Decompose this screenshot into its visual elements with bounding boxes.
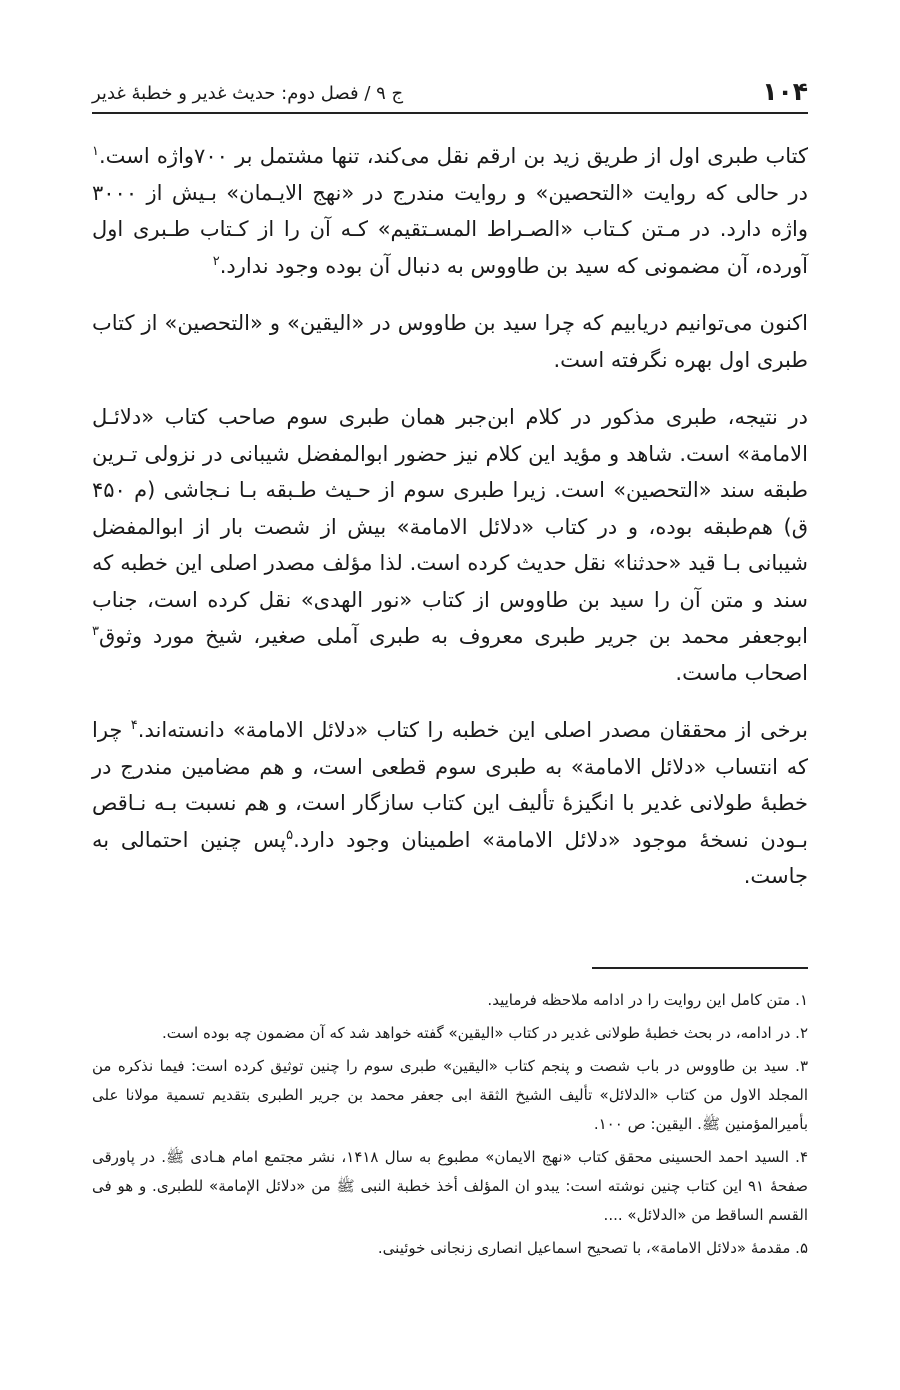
paragraph-3-text-a: در نتیجه، طبری مذکور در کلام ابن‌جبر همان طبری سوم صاحب کتاب «دلائـل الامامة» است. شاهد و مؤید این کلام نیز حضور ابوالمفضل شیبانی در نزولی تـرین طبقه سند «التحصین» است. زیرا طبری سوم از حـیث طـبقه بـا نـجاشی (م ۴۵۰ ق) هم‌طبقه بوده، و در کتاب «دلائل الامامة» بیش از شصت بار از ابوالمفضل شیبانی بـا قید «حدثنا» نقل حدیث کرده است. لذا مؤلف مصدر اصلی این خطبه که سند و متن آن را سید بن طاووس از کتاب «نور الهدی» نقل کرده است، جناب ابوجعفر محمد بن جریر طبری معروف به طبری آملی صغیر، شیخ مورد وثوق (92, 405, 808, 648)
footnote-1: ۱. متن کامل این روایت را در ادامه ملاحظه فرمایید. (487, 991, 808, 1009)
body-text (92, 138, 808, 916)
page-number: ۱۰۴ (762, 77, 808, 106)
paragraph-4 (92, 712, 808, 895)
paragraph-4-text-c: پس چنین احتمالی به جاست. (92, 827, 808, 888)
footnote-ref-2: ۲ (212, 253, 220, 269)
paragraph-2: اکنون می‌توانیم دریابیم که چرا سید بن طاووس در «الیقین» و «التحصین» از کتاب طبری اول بهره نگرفته است. (92, 311, 808, 372)
footnote-ref-1: ۱ (92, 144, 99, 159)
footnote-ref-5: ۵ (286, 827, 294, 843)
paragraph-1-text-b: در حالی که روایت «التحصین» و روایت مندرج در «نهج الایـمان» بـیش از ۳۰۰۰ واژه دارد. در مـتن کـتاب «الصـراط المسـتقیم» کـه آن را از کـتاب طـبری اول آورده، آن مضمونی که سید بن طاووس به دنبال آن بوده وجود ندارد. (92, 180, 808, 278)
paragraph-4-text-a: برخی از محققان مصدر اصلی این خطبه را کتاب «دلائل الامامة» دانسته‌اند. (137, 718, 809, 742)
footnotes (92, 986, 808, 1267)
footnote-ref-4: ۴ (130, 718, 138, 733)
footnote-4: ۴. السید احمد الحسینی محقق کتاب «نهج الایمان» مطبوع به سال ۱۴۱۸، نشر مجتمع امام هـادی ﷺ. در پاورقی صفحهٔ ۹۱ این کتاب چنین نوشته است: یبدو ان المؤلف أخذ خطبة النبی ﷺ من «دلائل الإمامة» للطبری. و هو فی القسم الساقط من «الدلائل» .... (92, 1148, 809, 1224)
footnote-3: ۳. سید بن طاووس در باب شصت و پنجم کتاب «الیقین» طبری سوم را چنین توثیق کرده است: فیما نذکره من المجلد الاول من کتاب «الدلائل» تألیف الشیخ الثقة ابی جعفر محمد بن جریر الطبری بتقدیم تسمیة مولانا علی بأمیرالمؤمنین ﷺ. الیقین: ص ۱۰۰. (92, 1057, 808, 1133)
page-header (92, 72, 808, 114)
footnote-separator (592, 967, 808, 969)
footnote-5: ۵. مقدمهٔ «دلائل الامامة»، با تصحیح اسماعیل انصاری زنجانی خوئینی. (377, 1239, 808, 1257)
paragraph-1-text-a: کتاب طبری اول از طریق زید بن ارقم نقل می‌کند، تنها مشتمل بر ۷۰۰واژه است. (99, 144, 808, 168)
footnote-2: ۲. در ادامه، در بحث خطبهٔ طولانی غدیر در کتاب «الیقین» گفته خواهد شد که آن مضمون چه بوده است. (161, 1024, 808, 1042)
running-title: ج ۹ / فصل دوم: حدیث غدیر و خطبهٔ غدیر (92, 83, 404, 104)
footnote-ref-3: ۳ (92, 624, 99, 639)
paragraph-3-text-b: اصحاب ماست. (675, 660, 808, 685)
paragraph-1 (92, 138, 808, 284)
paragraph-3 (92, 399, 808, 691)
paragraph-4-text-b: چرا که انتساب «دلائل الامامة» به طبری سوم قطعی است، و هم مضامین مندرج در خطبهٔ طولانی غدیر با انگیزهٔ تألیف این کتاب سازگار است، و هم نسبت بـه نـاقص بـودن نسخهٔ موجود «دلائل الامامة» اطمینان وجود دارد. (92, 718, 808, 852)
